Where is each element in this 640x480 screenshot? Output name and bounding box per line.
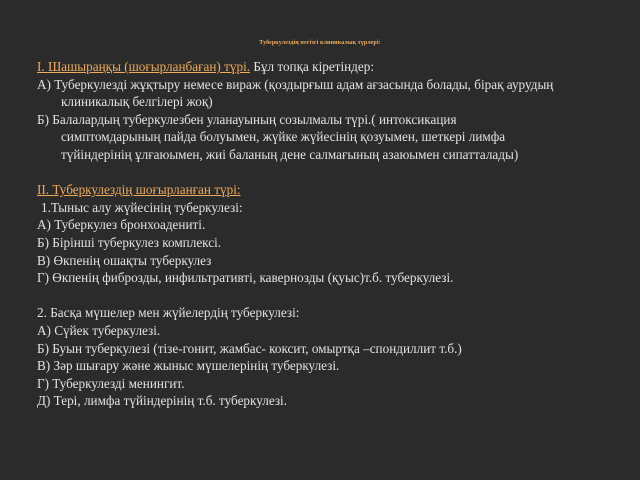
sub2-item-v: В) Зәр шығару және жыныс мүшелерінің туберкулезі. xyxy=(37,358,340,374)
section1-item-b-cont-1: симптомдарының пайда болуымен, жүйке жүйесінің қозуымен, шеткері лимфа xyxy=(61,129,506,145)
section1-item-a-cont: клиникалық белгілері жоқ) xyxy=(61,94,213,110)
section2-sub1-heading: 1.Тыныс алу жүйесінің туберкулезі: xyxy=(41,199,243,215)
spacer xyxy=(37,287,629,305)
slide-content xyxy=(37,58,629,410)
sub2-item-d: Д) Тері, лимфа түйіндерінің т.б. туберкулезі. xyxy=(37,393,288,409)
sub2-item-a: А) Сүйек туберкулезі. xyxy=(37,322,161,338)
section1-heading: I. Шашыраңқы (шоғырланбаған) түрі. xyxy=(37,59,251,74)
sub1-item-a: А) Туберкулез бронхоадениті. xyxy=(37,217,206,233)
section1-item-b-cont-2: түйіндерінің ұлғаюымен, жиі баланың дене салмағының азаюымен сипатталады) xyxy=(61,146,519,162)
slide-title: Туберкулездің негізгі клиникалық түрлері: xyxy=(259,40,381,46)
section1-heading-rest: Бұл топқа кіретіндер: xyxy=(250,59,374,74)
section1-item-a: А) Туберкулезді жұқтыру немесе вираж (қоздырғыш адам ағзасында болады, бірақ аурудың xyxy=(37,76,554,92)
sub2-item-b: Б) Буын туберкулезі (тізе-гонит, жамбас- коксит, омыртқа –спондиллит т.б.) xyxy=(37,340,462,356)
sub1-item-b: Б) Бірінші туберкулез комплексі. xyxy=(37,234,222,250)
section2-heading: II. Туберкулездің шоғырланған түрі: xyxy=(37,182,241,198)
spacer xyxy=(37,164,629,182)
section1-item-b: Б) Балалардың туберкулезбен уланауының созылмалы түрі.( интоксикация xyxy=(37,111,457,127)
section1-heading-line xyxy=(37,58,629,76)
sub1-item-v: В) Өкпенің ошақты туберкулез xyxy=(37,252,212,268)
sub1-item-g: Г) Өкпенің фиброзды, инфильтративті, кавернозды (қуыс)т.б. туберкулезі. xyxy=(37,270,454,286)
section2-sub2-heading: 2. Басқа мүшелер мен жүйелердің туберкулезі: xyxy=(37,305,300,321)
sub2-item-g: Г) Туберкулезді менингит. xyxy=(37,375,185,391)
